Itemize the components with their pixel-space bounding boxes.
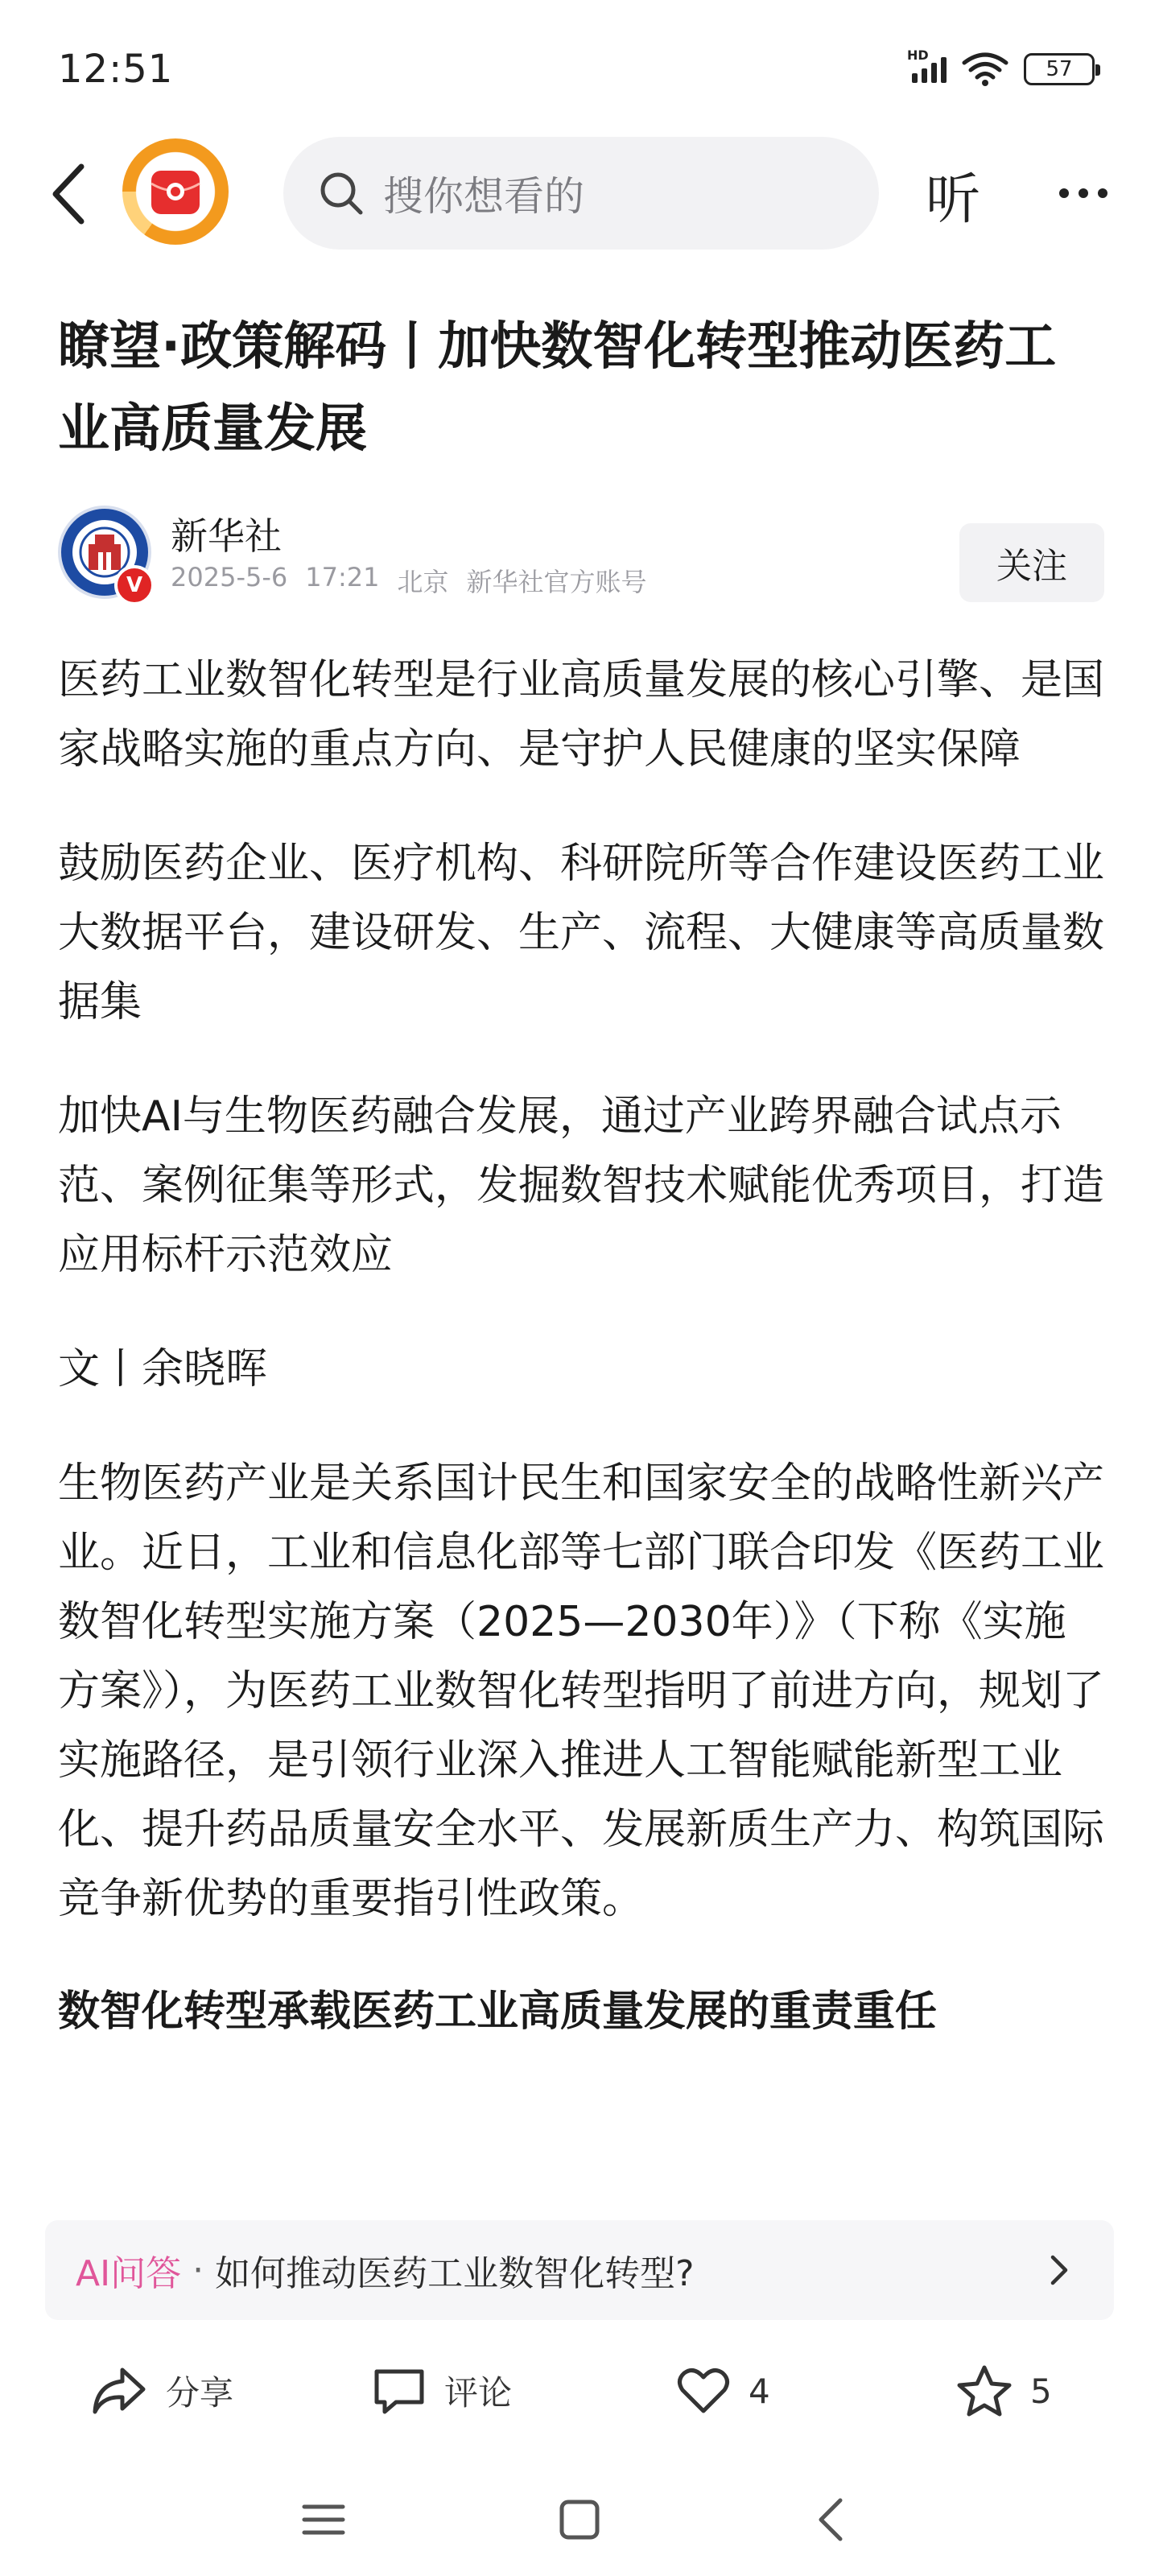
battery-level: 57 bbox=[1046, 57, 1073, 81]
summary-paragraph: 鼓励医药企业、医疗机构、科研院所等合作建设医药工业大数据平台，建设研发、生产、流程、大健康等高质量数据集 bbox=[58, 840, 1105, 1026]
back-triangle-icon bbox=[815, 2496, 847, 2544]
author-avatar[interactable] bbox=[58, 506, 151, 599]
listen-button[interactable]: 听 bbox=[926, 168, 981, 232]
more-options-icon[interactable] bbox=[1051, 161, 1116, 225]
home-button[interactable] bbox=[547, 2487, 612, 2552]
like-button[interactable] bbox=[676, 2352, 770, 2429]
bottom-action-bar bbox=[0, 2334, 1159, 2447]
status-bar bbox=[0, 0, 1159, 137]
top-nav bbox=[0, 129, 1159, 258]
home-square-icon bbox=[559, 2499, 600, 2541]
status-time: 12:51 bbox=[58, 47, 174, 92]
system-back-button[interactable] bbox=[798, 2487, 863, 2552]
search-icon bbox=[319, 171, 364, 216]
menu-icon bbox=[301, 2500, 346, 2539]
author-meta bbox=[171, 562, 647, 599]
search-placeholder: 搜你想看的 bbox=[383, 173, 584, 220]
ai-question-bar[interactable] bbox=[45, 2220, 1114, 2320]
share-icon bbox=[90, 2365, 148, 2417]
share-button[interactable] bbox=[90, 2352, 233, 2429]
summary-paragraph: 医药工业数智化转型是行业高质量发展的核心引擎、是国家战略实施的重点方向、是守护人民健康的坚实保障 bbox=[58, 656, 1105, 774]
app-logo-inner bbox=[137, 153, 214, 230]
ai-separator: · bbox=[192, 2249, 204, 2291]
like-count: 4 bbox=[749, 2371, 770, 2411]
article-title: 瞭望·政策解码丨加快数智化转型推动医药工业高质量发展 bbox=[58, 317, 1057, 459]
recent-apps-button[interactable] bbox=[291, 2487, 356, 2552]
comment-button[interactable] bbox=[372, 2352, 512, 2429]
red-envelope-icon bbox=[146, 163, 204, 221]
ai-label: AI问答 bbox=[76, 2253, 182, 2294]
article-byline: 文丨余晓晖 bbox=[58, 1345, 268, 1393]
body-paragraph: 生物医药产业是关系国计民生和国家安全的战略性新兴产业。近日，工业和信息化部等七部门联合印发《医药工业数智化转型实施方案（2025—2030年）》（下称《实施方案》），为医药工业数智化转型指明了前进方向，规划了实施路径，是引领行业深入推进人工智能赋能新型工业化、提升药品质量安全水平、发展新质生产力、构筑国际竞争新优势的重要指引性政策。 bbox=[58, 1459, 1105, 1923]
heart-icon bbox=[676, 2366, 731, 2416]
app-logo[interactable] bbox=[122, 138, 229, 245]
back-button[interactable] bbox=[40, 158, 97, 230]
favorite-button[interactable] bbox=[956, 2352, 1052, 2429]
publish-date: 2025-5-6 bbox=[171, 562, 288, 592]
publish-time: 17:21 bbox=[305, 562, 380, 592]
comment-icon bbox=[372, 2365, 427, 2417]
comment-label: 评论 bbox=[444, 2373, 513, 2413]
search-input[interactable] bbox=[283, 137, 879, 250]
share-label: 分享 bbox=[166, 2373, 234, 2413]
verified-badge: V bbox=[114, 565, 155, 605]
author-row bbox=[58, 506, 1104, 602]
star-icon bbox=[956, 2364, 1013, 2417]
publish-location: 北京 bbox=[397, 567, 449, 597]
ai-question: 如何推动医药工业数智化转型? bbox=[215, 2253, 695, 2294]
account-type: 新华社官方账号 bbox=[466, 567, 647, 597]
article bbox=[58, 306, 1104, 2033]
wifi-icon bbox=[961, 52, 1009, 87]
cellular-signal-icon bbox=[907, 47, 947, 83]
chevron-left-icon bbox=[51, 163, 86, 225]
section-heading: 数智化转型承载医药工业高质量发展的重责重任 bbox=[58, 1988, 938, 2033]
follow-button[interactable]: 关注 bbox=[959, 523, 1104, 602]
summary-paragraph: 加快AI与生物医药融合发展，通过产业跨界融合试点示范、案例征集等形式，发掘数智技术赋能优秀项目，打造应用标杆示范效应 bbox=[58, 1092, 1105, 1279]
author-name[interactable]: 新华社 bbox=[171, 514, 282, 558]
battery-icon bbox=[1024, 53, 1095, 85]
system-nav-bar bbox=[0, 2463, 1159, 2576]
network-type-label: HD bbox=[907, 47, 929, 63]
favorite-count: 5 bbox=[1030, 2371, 1052, 2411]
chevron-right-icon bbox=[1040, 2251, 1079, 2289]
status-icons bbox=[907, 47, 1095, 89]
